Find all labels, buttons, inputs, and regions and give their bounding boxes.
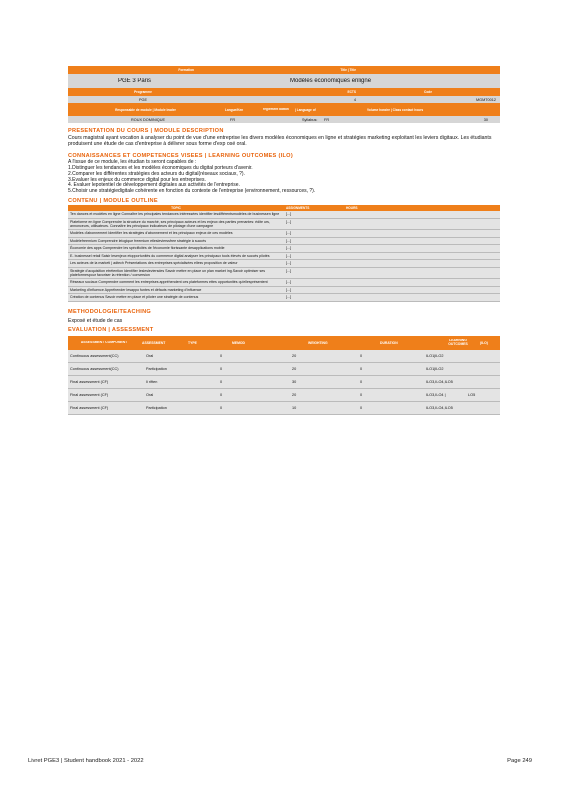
eval-duration: 0 bbox=[360, 392, 363, 397]
outline-col-assignments: ASSIGNMENTS bbox=[286, 206, 310, 211]
ects-value: 4 bbox=[353, 97, 356, 102]
outline-topic: Modèles d'abonnement Identifier les stratégies d'abonnement et les principaux enjeux de ces modèles bbox=[70, 231, 233, 236]
responsable-value: ROUX DOMINIQUE bbox=[131, 117, 165, 122]
eval-component: Final assessment (CF) bbox=[70, 392, 109, 397]
objective-item-5: 5.Choisir une stratégiedigitale cohérente en fonction du contexte de l'entreprise (environnement, ressources, ?). bbox=[68, 188, 316, 195]
eval-duration: 0 bbox=[360, 353, 363, 358]
footer-left: Livret PGE3 | Student handbook 2021 - 2022 bbox=[28, 758, 144, 764]
table-row bbox=[68, 287, 500, 294]
eval-ilo: ILO1|ILO2 bbox=[426, 366, 444, 371]
objective-item-1: 1.Distinguer les tendances et les modèles économiques du digital porteurs d'avenir. bbox=[68, 164, 253, 171]
outline-topic: Ten dances et modèles en ligne Connaître les principales tendances intéressées identifier lesdifférentsmodèles de businessen ligne bbox=[70, 212, 280, 217]
reglement-label: règlement batton bbox=[263, 107, 289, 111]
eval-type: 0 bbox=[220, 353, 223, 358]
header-row-3 bbox=[68, 116, 500, 123]
volume-label: Volume horaire | Class contact hours bbox=[367, 107, 424, 112]
outline-topic: Modèlefreemium Comprendre lelogique freemium etleslevierssfree stratégie à succès bbox=[70, 238, 207, 243]
methodology-text: Exposé et étude de cas bbox=[68, 317, 123, 324]
evaluation-table bbox=[68, 350, 500, 415]
presentation-text: Cours magistral ayant vocation à analyser du point de vue d'une entreprise les divers modèles économiques en ligne et stratégies marketing exploitant les leviers digitaux. Les étudiants produisent une étude de cas d'entreprise à délivrer sous forme d'exp osé oral. bbox=[68, 135, 492, 148]
outline-topic: Économie des apps Comprendre les spécificités de l'économie florissante desapplications mobile bbox=[70, 246, 225, 251]
outline-assign: [...] bbox=[286, 295, 291, 300]
methodology-title: METHODOLOGIE/TEACHING bbox=[68, 308, 152, 315]
hours-value: 30 bbox=[483, 117, 488, 122]
header-row-2 bbox=[68, 96, 500, 103]
eval-col-assessment: ASSESSMENT bbox=[142, 340, 166, 345]
header-row-1 bbox=[68, 74, 500, 88]
outline-assign: [...] bbox=[286, 253, 291, 258]
table-row bbox=[68, 402, 500, 415]
table-row bbox=[68, 363, 500, 376]
langue-label: Langue/Ken bbox=[225, 107, 244, 112]
eval-component: Continuous assessment(CC) bbox=[70, 353, 119, 358]
eval-assessment: Participation bbox=[146, 405, 167, 410]
eval-col-weighting: WEIGHTING bbox=[308, 340, 328, 345]
outline-assign: [...] bbox=[286, 268, 291, 273]
language-label: | Language of bbox=[295, 107, 316, 112]
evaluation-header bbox=[68, 336, 500, 350]
objective-item-3: 3.Evaluer les enjeux du commerce digital pour les entreprises. bbox=[68, 176, 206, 183]
objectives-title: CONNAISSANCES ET COMPETENCES VISEES | LEARNING OUTCOMES (ILO) bbox=[68, 152, 293, 159]
evaluation-title: EVALUATION | ASSESSMENT bbox=[68, 326, 154, 333]
outline-assign: [...] bbox=[286, 280, 291, 285]
eval-component: Final assessment (CF) bbox=[70, 405, 109, 410]
code-value: MGMT0012 bbox=[475, 97, 496, 102]
table-row bbox=[68, 211, 500, 218]
header-bar-1 bbox=[68, 66, 500, 74]
outline-assign: [...] bbox=[286, 246, 291, 251]
outline-topic: Plateforme en ligne Comprendre la structure du marché, ses principaux acteurs et les enjeux des parties prenantes: édite urs, annonceurs, utilisateurs. Connaître les principaux indicateurs de pilotage d'une campagne bbox=[70, 219, 270, 229]
table-row bbox=[68, 389, 500, 402]
outline-assign: [...] bbox=[286, 212, 291, 217]
table-row bbox=[68, 238, 500, 245]
table-row bbox=[68, 376, 500, 389]
outline-title: CONTENU | MODULE OUTLINE bbox=[68, 198, 158, 205]
eval-col-ilo: LEARNING OUTCOMES bbox=[448, 339, 468, 346]
eval-ilo: ILO3,ILO4,ILO5 bbox=[426, 379, 453, 384]
eval-ilo: ILO3,ILO4,ILO5 bbox=[426, 405, 453, 410]
eval-assessment: Oral bbox=[146, 392, 154, 397]
outline-col-hours: HOURS bbox=[346, 206, 358, 211]
outline-topic: Marketing d'influence Appréhender lesappo funtes et défauts marketing d'influence bbox=[70, 287, 202, 292]
outline-topic: Les acteurs de la marketi | adtech Présentations des entreprises spécialisées ellesv proposition de valeur bbox=[70, 261, 238, 266]
outline-topic: Création de contenus Savoir mettre en place et piloter une stratégie de contenus bbox=[70, 295, 199, 300]
table-row bbox=[68, 230, 500, 237]
objectives-intro: A l'issue de ce module, les étudian ts seront capables de : bbox=[68, 158, 197, 165]
eval-component: Final assessment (CF) bbox=[70, 379, 109, 384]
eval-type: 0 bbox=[220, 405, 223, 410]
header-bar-3 bbox=[68, 103, 500, 116]
table-row bbox=[68, 219, 500, 231]
title-label: Title | Title bbox=[340, 68, 356, 72]
eval-col-memod: MEMOD bbox=[232, 340, 245, 345]
outline-assign: [...] bbox=[286, 287, 291, 292]
programme-label: Programme bbox=[134, 90, 152, 94]
eval-weight: 20 bbox=[292, 392, 297, 397]
eval-weight: 30 bbox=[292, 379, 297, 384]
programme-value: PGE bbox=[138, 97, 148, 102]
eval-type: 0 bbox=[220, 366, 223, 371]
eval-type: 0 bbox=[220, 379, 223, 384]
eval-duration: 0 bbox=[360, 405, 363, 410]
eval-assessment: Ii riften bbox=[146, 379, 158, 384]
table-row bbox=[68, 279, 500, 286]
syllabus-page bbox=[68, 66, 500, 415]
outline-assign: [...] bbox=[286, 219, 291, 224]
outline-assign: [...] bbox=[286, 231, 291, 236]
header-bar-2 bbox=[68, 88, 500, 96]
eval-ilo: ILO3,ILO4 | bbox=[426, 392, 446, 397]
eval-col-component: ASSESSMENT COMPONENT bbox=[80, 341, 128, 345]
footer-page-number: Page 249 bbox=[507, 758, 532, 764]
eval-duration: 0 bbox=[360, 379, 363, 384]
outline-col-topic: TOPIC bbox=[171, 206, 181, 211]
outline-assign: [...] bbox=[286, 238, 291, 243]
table-row bbox=[68, 253, 500, 260]
syllabus-value: FR bbox=[324, 117, 330, 122]
outline-topic: Réseaux sociaux Comprendre comment les entreprises appréhendent ces plateformes ettes opportunités qu'ellesprésentent bbox=[70, 280, 268, 285]
eval-col-duration: DURATION bbox=[380, 340, 398, 345]
eval-col-type: TYPE bbox=[188, 340, 197, 345]
outline-table bbox=[68, 211, 500, 301]
eval-assessment: Participation bbox=[146, 366, 167, 371]
table-row bbox=[68, 245, 500, 252]
objective-item-2: 2.Comparer les différentes stratégies des acteurs du digital(réseaux sociaux, ?). bbox=[68, 170, 245, 177]
title-value: Modèles économiques enligne bbox=[290, 78, 372, 84]
objectives-list bbox=[68, 160, 500, 195]
langue-value: FR bbox=[230, 117, 236, 122]
eval-ilo: ILO1|ILO2 bbox=[426, 353, 444, 358]
eval-duration: 0 bbox=[360, 366, 363, 371]
outline-assign: [...] bbox=[286, 261, 291, 266]
eval-weight: 20 bbox=[292, 366, 297, 371]
formation-label: Formation bbox=[178, 68, 194, 72]
code-label: Code bbox=[424, 90, 432, 94]
responsable-label: Responsable de module | Module leader bbox=[115, 107, 176, 112]
eval-component: Continuous assessment(CC) bbox=[70, 366, 119, 371]
table-row bbox=[68, 260, 500, 267]
eval-type: 0 bbox=[220, 392, 223, 397]
eval-assessment: Oral bbox=[146, 353, 154, 358]
page-footer bbox=[28, 758, 532, 764]
ects-label: ECTS bbox=[347, 90, 356, 94]
objective-item-4: 4. Evaluer lepotentiel de développement digitales aux activités de l'entreprise. bbox=[68, 182, 240, 189]
eval-ilo-extra: LO5 bbox=[468, 392, 476, 397]
syllabus-label: Syllabus: bbox=[302, 117, 318, 122]
table-row bbox=[68, 350, 500, 363]
table-row bbox=[68, 294, 500, 301]
presentation-title: PRESENTATION DU COURS | MODULE DESCRIPTION bbox=[68, 128, 224, 134]
outline-topic: E- businessel retail Saisir lesenjeux etopportunités du commerce digital analyser les principaux tools élevés de succès pilotés bbox=[70, 253, 270, 258]
table-row bbox=[68, 268, 500, 280]
formation-value: PGE 3 Paris bbox=[118, 78, 152, 84]
eval-col-ilo-suffix: (ILO) bbox=[480, 340, 488, 345]
eval-weight: 20 bbox=[292, 353, 297, 358]
eval-weight: 10 bbox=[292, 405, 297, 410]
outline-topic: Stratégie d'acquisition etrétention Identifier leslesleviersdes Savoir mettre en place un plan market ing.Savoir optimiser ses plateformespour favoriser la rétention / conversion bbox=[70, 268, 266, 277]
